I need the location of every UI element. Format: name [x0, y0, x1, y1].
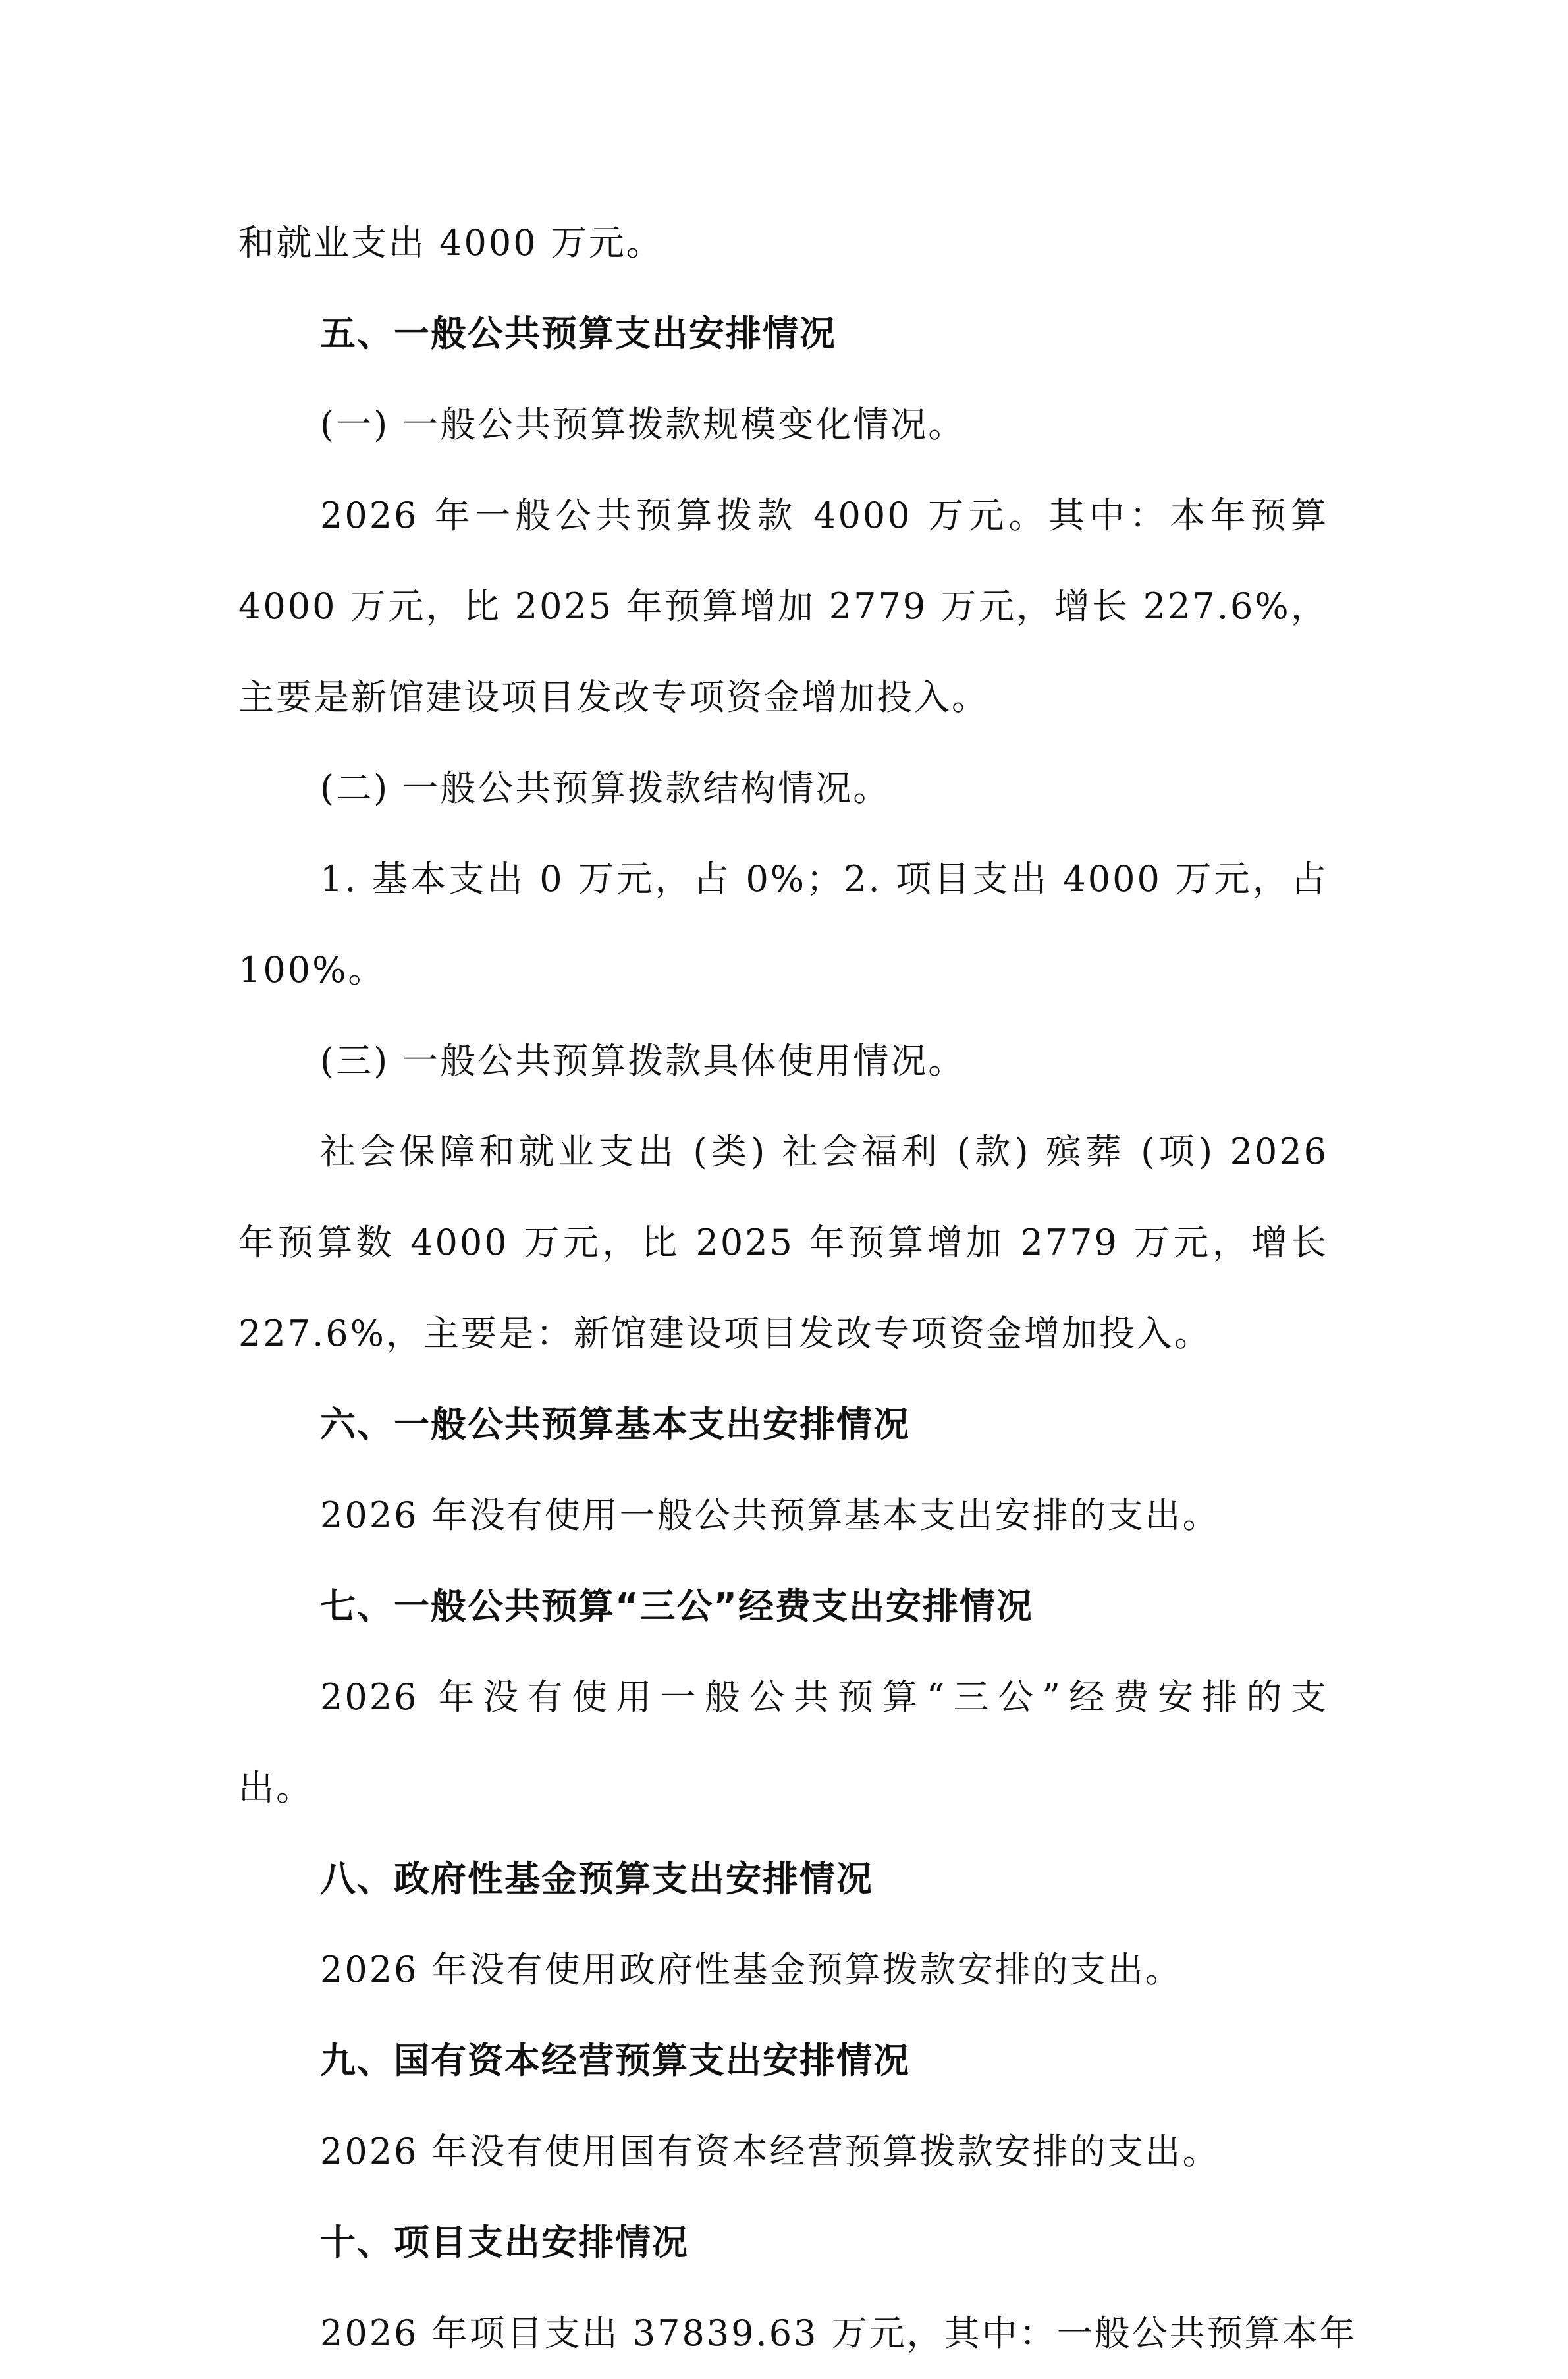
paragraph-line: 2026 年项目支出 37839.63 万元，其中：一般公共预算本年 — [320, 2312, 1357, 2354]
subsection-heading-3: (三) 一般公共预算拨款具体使用情况。 — [320, 1040, 966, 1081]
section-heading-5: 五、一般公共预算支出安排情况 — [320, 313, 836, 354]
paragraph-line: 2026 年一般公共预算拨款 4000 万元。其中：本年预算 — [320, 495, 1328, 536]
paragraph-line: 年预算数 4000 万元，比 2025 年预算增加 2779 万元，增长 — [238, 1222, 1328, 1263]
paragraph-line: 227.6%，主要是：新馆建设项目发改专项资金增加投入。 — [238, 1313, 1212, 1354]
paragraph-line: 100%。 — [238, 949, 386, 991]
paragraph-line: 2026 年没有使用国有资本经营预算拨款安排的支出。 — [320, 2131, 1220, 2172]
section-heading-8: 八、政府性基金预算支出安排情况 — [320, 1858, 873, 1900]
section-heading-7: 七、一般公共预算“三公”经费支出安排情况 — [320, 1585, 1033, 1627]
paragraph-line: 1. 基本支出 0 万元，占 0%；2. 项目支出 4000 万元，占 — [320, 858, 1328, 900]
subsection-heading-1: (一) 一般公共预算拨款规模变化情况。 — [320, 404, 966, 445]
section-heading-6: 六、一般公共预算基本支出安排情况 — [320, 1404, 910, 1445]
paragraph-line: 社会保障和就业支出 (类) 社会福利 (款) 殡葬 (项) 2026 — [320, 1131, 1328, 1172]
subsection-heading-2: (二) 一般公共预算拨款结构情况。 — [320, 767, 891, 809]
paragraph-line: 出。 — [238, 1767, 313, 1809]
section-heading-9: 九、国有资本经营预算支出安排情况 — [320, 2040, 910, 2081]
paragraph-line: 4000 万元，比 2025 年预算增加 2779 万元，增长 227.6%， — [238, 586, 1328, 627]
paragraph-line: 主要是新馆建设项目发改专项资金增加投入。 — [238, 676, 989, 718]
paragraph-line: 2026 年没有使用一般公共预算基本支出安排的支出。 — [320, 1494, 1220, 1536]
paragraph-continuation: 和就业支出 4000 万元。 — [238, 222, 664, 263]
document-body — [238, 198, 1357, 2379]
paragraph-line: 2026 年没有使用一般公共预算“三公”经费安排的支 — [320, 1676, 1328, 1718]
section-heading-10: 十、项目支出安排情况 — [320, 2222, 689, 2263]
paragraph-line: 2026 年没有使用政府性基金预算拨款安排的支出。 — [320, 1949, 1183, 1990]
